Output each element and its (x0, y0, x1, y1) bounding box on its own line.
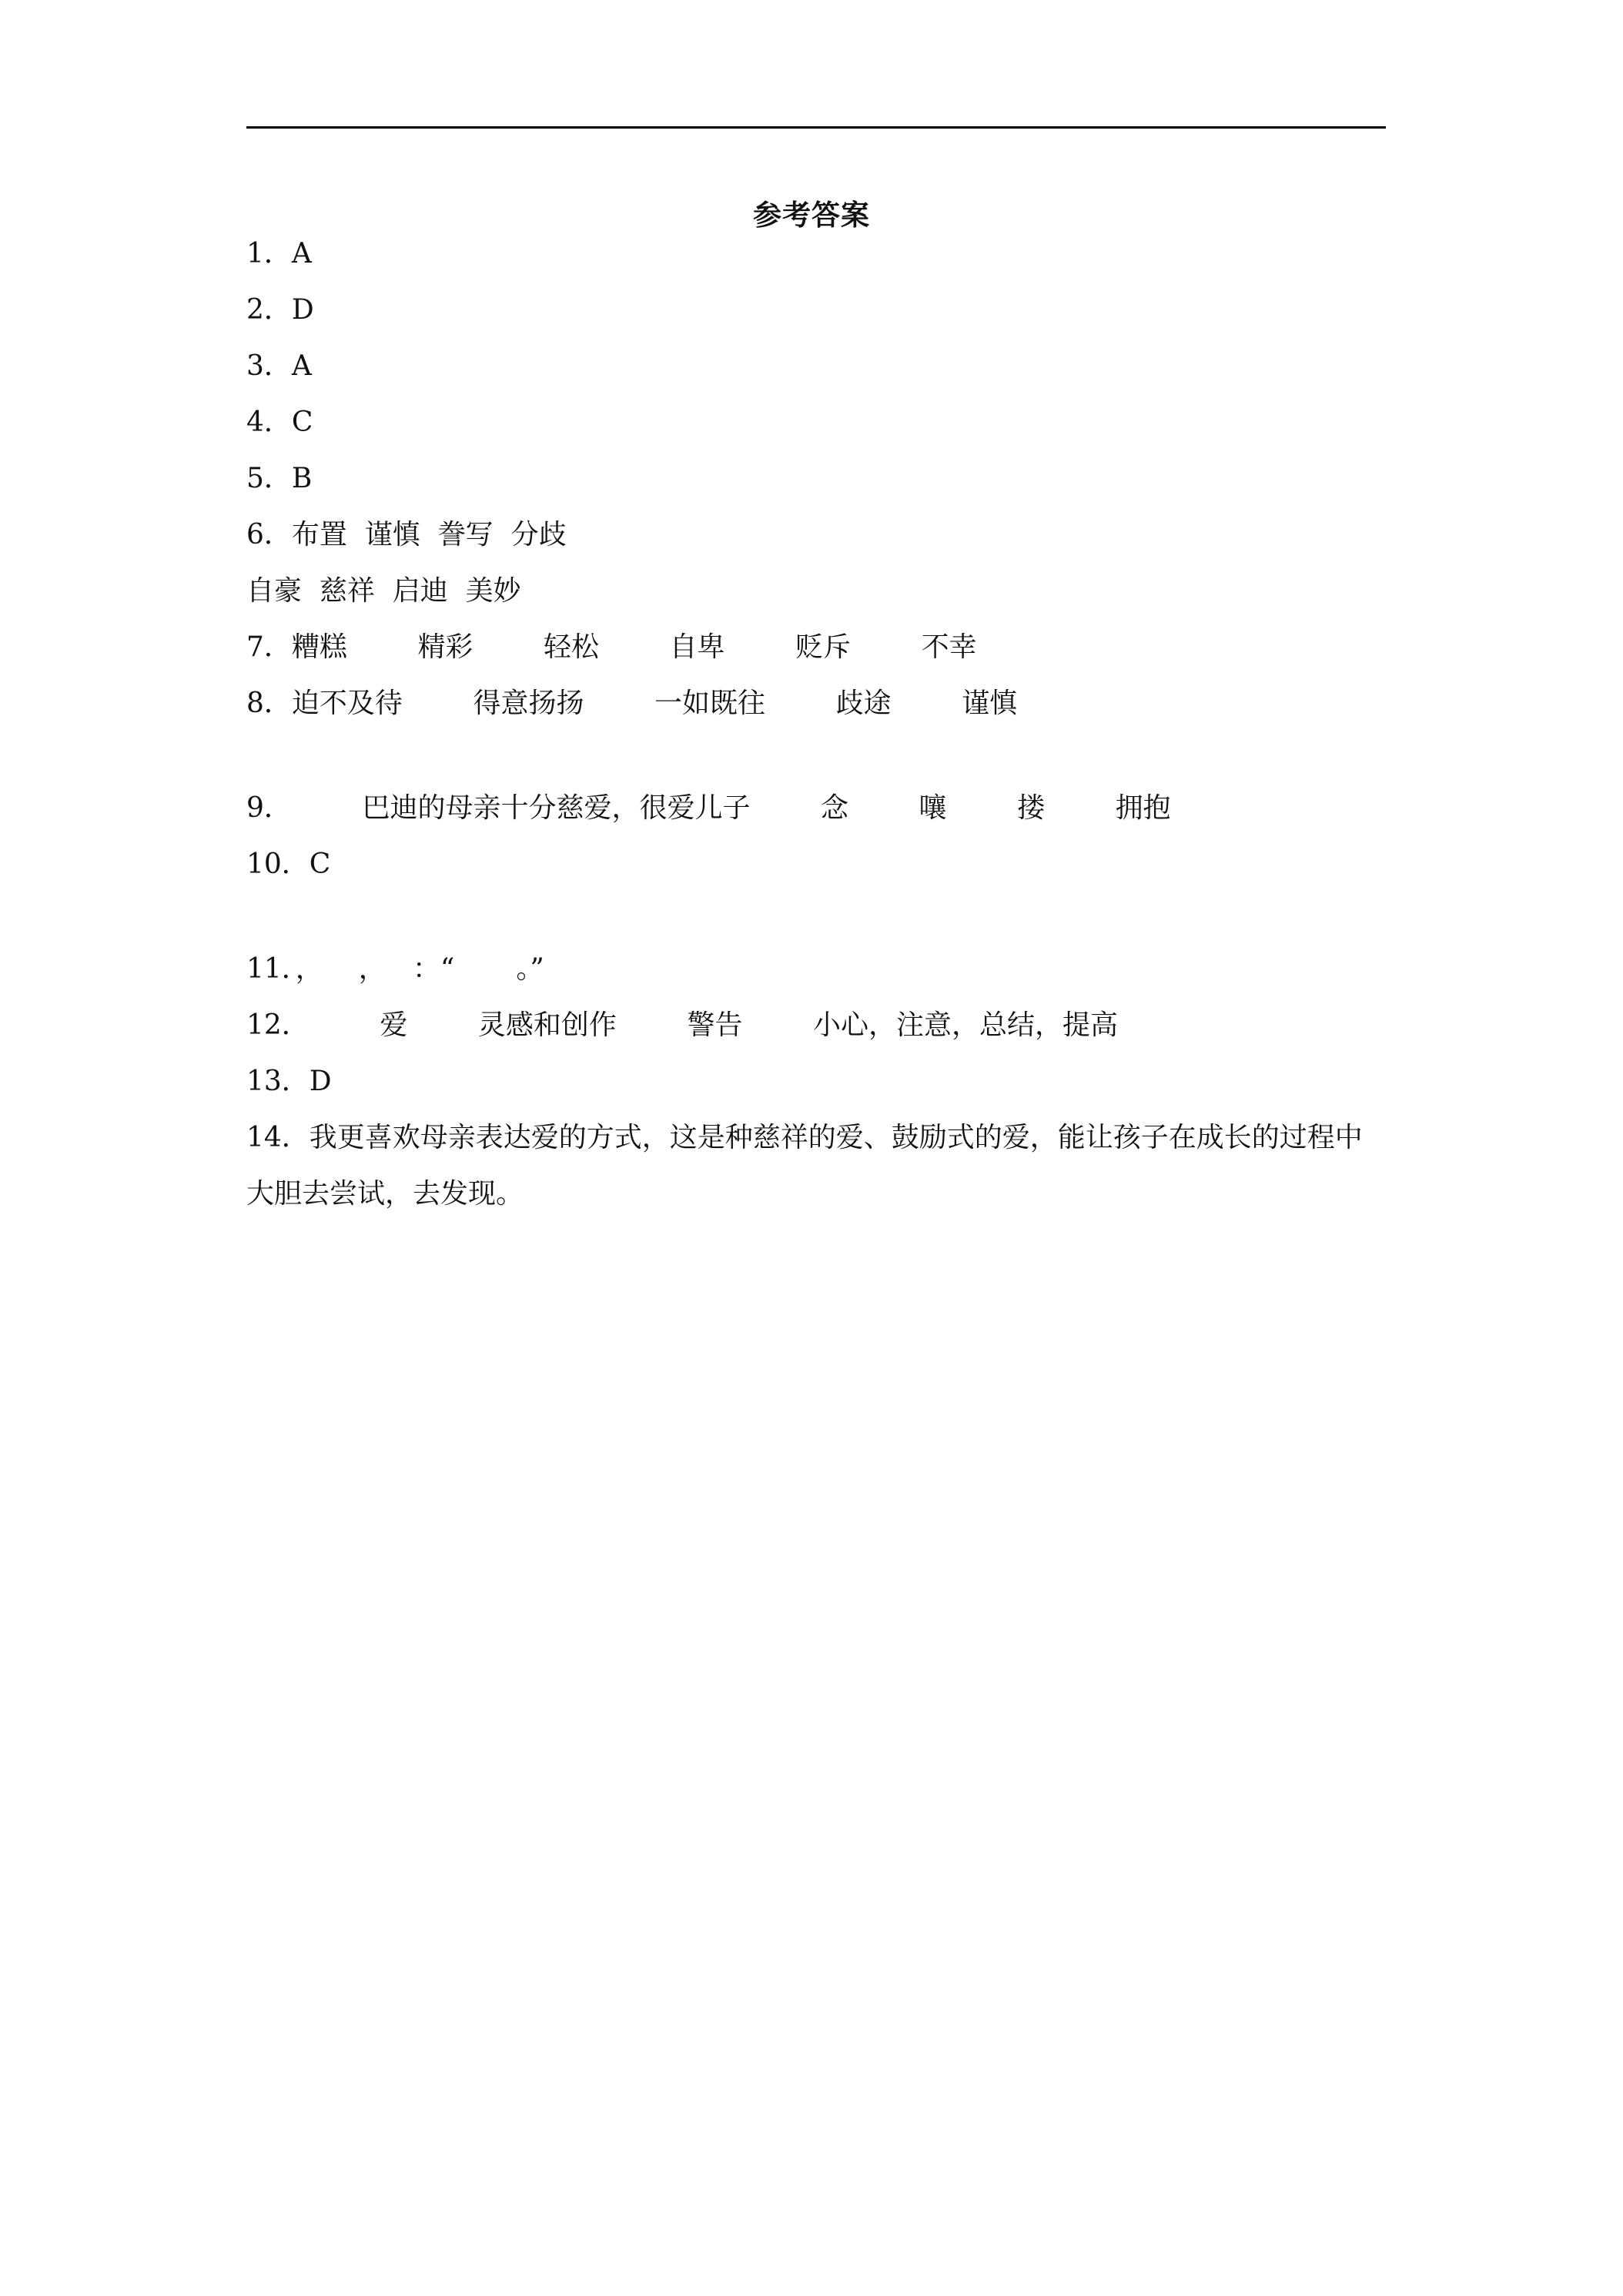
answer-line-5: 5．B (246, 463, 313, 494)
answer-line-6-continued: 自豪 慈祥 启迪 美妙 (246, 575, 521, 607)
answer-line-2: 2．D (246, 294, 314, 326)
answer-line-9: 9． 巴迪的母亲十分慈爱，很爱儿子 念 嚷 搂 拥抱 (246, 792, 1171, 824)
answer-line-14-continued: 大胆去尝试，去发现。 (246, 1178, 524, 1210)
answer-line-13: 13．D (246, 1066, 332, 1097)
answer-line-10: 10．C (246, 848, 331, 880)
answer-line-12: 12． 爱 灵感和创作 警告 小心，注意，总结，提高 (246, 1009, 1118, 1041)
answer-line-1: 1．A (246, 238, 312, 269)
answer-line-11: 11．， ， ：“ 。” (246, 953, 544, 985)
page-title: 参考答案 (753, 198, 870, 232)
answer-line-3: 3．A (246, 350, 312, 382)
answer-line-8: 8．迫不及待 得意扬扬 一如既往 歧途 谨慎 (246, 688, 1018, 719)
answer-line-14: 14．我更喜欢母亲表达爱的方式，这是种慈祥的爱、鼓励式的爱，能让孩子在成长的过程中 (246, 1122, 1363, 1153)
answer-line-7: 7．糟糕 精彩 轻松 自卑 贬斥 不幸 (246, 631, 977, 663)
header-rule (246, 126, 1386, 129)
answer-line-4: 4．C (246, 407, 313, 438)
answer-line-6: 6．布置 谨慎 誊写 分歧 (246, 519, 567, 551)
